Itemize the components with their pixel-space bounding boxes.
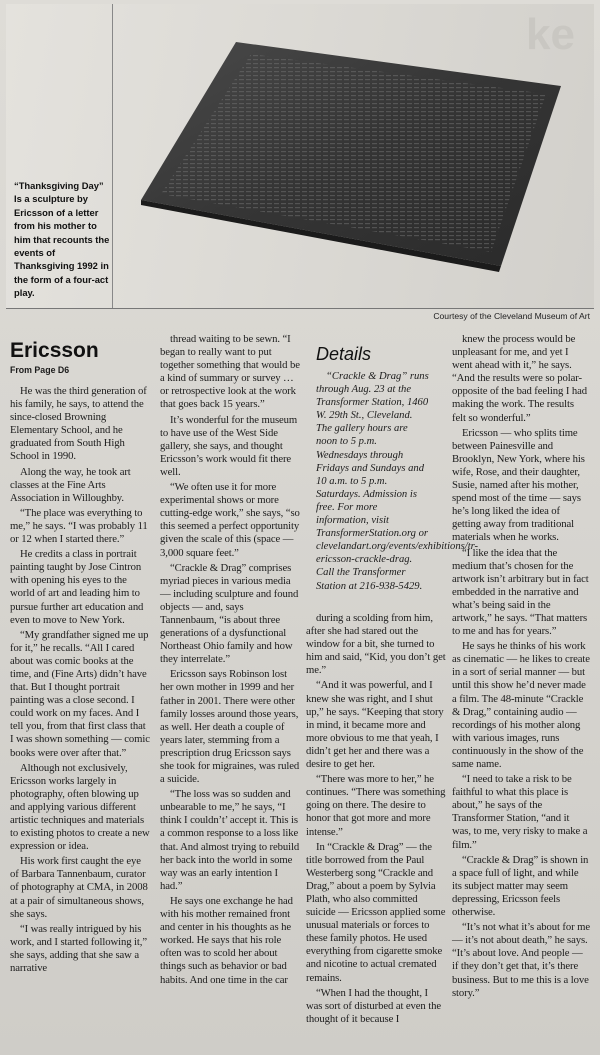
details-box <box>316 370 479 593</box>
photo-credit: Courtesy of the Cleveland Museum of Art <box>433 311 590 321</box>
photo-divider <box>112 4 113 308</box>
paragraph: thread waiting to be sewn. “I began to really want to put together something that would be a kind of summary or survey … or retrospective look at the work that goes back 15 years.” <box>160 333 300 411</box>
paragraph: He was the third generation of his family, he says, to attend the since-closed Browning Elementary School, and he graduated from South High School in 1990. <box>10 385 147 463</box>
paragraph: Although not exclusively, Ericsson works largely in photography, often blowing up and applying various different artistic techniques and materials to existing photos to create a new expression or idea. <box>10 761 150 853</box>
paragraph: “I need to take a risk to be faithful to what this place is about,” he says of the Transformer Station, “and it was, to me, very risky to make a film.” <box>452 773 588 851</box>
paragraph: Ericsson — who splits time between Painesville and Brooklyn, New York, where his wife, Rose, and their daughter, Susie, named after his mother, spend most of the time — says he’s long liked the idea of getting away from traditional materials when he works. <box>452 426 585 544</box>
photo-caption: “Thanksgiving Day” Is a sculpture by Ericsson of a letter from his mother to him that recounts the events of Thanksgiving 1992 in the form of a four-act play. <box>14 180 110 299</box>
paragraph: He says one exchange he had with his mother remained front and center in his thoughts as he worked. He says that his role often was to scold her about things such as behavior or bad habits. And one time in the car <box>160 894 293 986</box>
paragraph: He credits a class in portrait painting taught by Jose Cintron with opening his eyes to the world of art and leading him to pursue further art education and even to move to New York. <box>10 548 144 626</box>
details-heading: Details <box>316 344 372 364</box>
paragraph: “When I had the thought, I was sort of disturbed at even the thought of it because I <box>306 986 442 1025</box>
paragraph: “And it was powerful, and I knew she was right, and I shut up,” he says. “Keeping that story in mind, it became more and more obvious to me that yeah, I didn’t get her and there was a desire to get her. <box>306 679 444 771</box>
details-text: “Crackle & Drag” runs through Aug. 23 at the Transformer Station, 1460 W. 29th St., Cleveland. The gallery hours are noon to 5 p.m. Wednesdays through Fridays and Sundays and 10 a.m. to 5 p.m. Saturdays. Admission is free. For more information, visit TransformerStation.org or clevelandart.org/events/exhibitions/tr-ericsson-crackle-drag. Call the Transformer Station at 216-938-5429. <box>316 371 479 592</box>
sculpture-image <box>141 34 596 274</box>
headline: Ericsson <box>10 339 99 362</box>
paragraph: Ericsson says Robinson lost her own mother in 1999 and her father in 2001. There were other family losses around those years, as well. Her death a couple of years later, stemming from a prescription drug Ericsson says she took for migraines, was ruled a suicide. <box>160 668 300 786</box>
paragraph: It’s wonderful for the museum to have use of the West Side gallery, she says, and thought Ericsson’s work would fit there well. <box>160 413 298 478</box>
paragraph: “We often use it for more experimental shows or more cutting-edge work,” she says, “so this seemed a perfect opportunity given the scale of this (space — 3,000 square feet.” <box>160 481 300 559</box>
paragraph: “It’s not what it’s about for me — it’s not about death,” he says. “It’s about love. And people — if they don’t get that, it’s there business. But to me this is a love story.” <box>452 921 590 999</box>
paragraph: “There was more to her,” he continues. “There was something going on there. The desire to honor that got more and more intense.” <box>306 773 446 838</box>
paragraph: Along the way, he took art classes at the Fine Arts Association in Willoughby. <box>10 465 131 504</box>
paragraph: knew the process would be unpleasant for me, and yet I went ahead with it,” he says. “And the results were so polar-opposite of the bad feeling I had making the work. The results felt so wonderful.” <box>452 333 588 424</box>
paragraph: “I like the idea that the medium that’s chosen for the artwork isn’t arbitrary but in fact embedded in the narrative and what’s being said in the artwork,” he says. “That matters to me and has for years.” <box>452 546 589 638</box>
column-4 <box>452 333 590 1002</box>
jump-line: From Page D6 <box>10 365 70 375</box>
paragraph: “Crackle & Drag” comprises myriad pieces in various media — including sculpture and found objects — and, says Tannenbaum, “is about three generations of a dysfunctional Northeast Ohio family and how they interrelate.” <box>160 561 299 666</box>
paragraph: during a scolding from him, after she had stared out the window for a bit, she turned to him and said, “Kid, you don’t get me.” <box>306 612 446 677</box>
photo-bottom-rule <box>6 308 594 309</box>
background-watermark: ke <box>526 10 575 59</box>
paragraph: “My grandfather signed me up for it,” he recalls. “All I cared about was comic books at the time, and (Fine Arts) didn’t have that. But I thought portrait painting was a close second. I could work on my faces. And I tell you, from that first class that I was shown something — comic books were over after that.” <box>10 628 150 759</box>
paragraph: “The loss was so sudden and unbearable to me,” he says, “I think I couldn’t’ accept it. This is a common response to a loss like that. And almost trying to rebuild her back into the world in some way was an early intention I had.” <box>160 788 300 892</box>
column-2 <box>160 333 300 989</box>
paragraph: He says he thinks of his work as cinematic — he likes to create in a sort of serial manner — but until this show he’d never made a film. The 48-minute “Crackle & Drag,” containing audio — recordings of his mother along with various images, runs continuously in the show of the same name. <box>452 640 590 770</box>
column-1 <box>10 385 150 977</box>
paragraph: His work first caught the eye of Barbara Tannenbaum, curator of photography at CMA, in 2008 at a pair of simultaneous shows, she says. <box>10 855 148 920</box>
paragraph: “Crackle & Drag” is shown in a space full of light, and while its subject matter may seem depressing, Ericsson feels otherwise. <box>452 853 589 919</box>
paragraph: In “Crackle & Drag” — the title borrowed from the Paul Westerberg song “Crackle and Drag,” about a poem by Sylvia Plath, who also committed suicide — Ericsson applied some unusual materials or forces to these family photos. He used everything from cigarette smoke and nicotine to actual cremated remains. <box>306 840 446 984</box>
column-3 <box>306 612 446 1028</box>
paragraph: “The place was everything to me,” he says. “I was probably 11 or 12 when I started there.” <box>10 506 148 546</box>
paragraph: “I was really intrigued by his work, and I started following it,” she says, adding that she saw a narrative <box>10 922 147 975</box>
